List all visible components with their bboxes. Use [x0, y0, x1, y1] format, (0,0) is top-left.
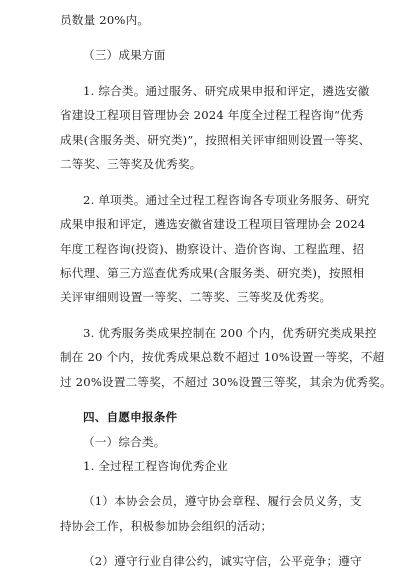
text-line: 1. 综合类。通过服务、研究成果申报和评定，遴选安徽 [83, 84, 370, 98]
text-line: 成果申报和评定，遴选安徽省建设工程项目管理协会 2024 [60, 217, 366, 231]
text-line: （2）遵守行业自律公约，诚实守信，公平竞争；遵守 [83, 554, 362, 568]
text-line: 省建设工程项目管理协会 2024 年度全过程工程咨询“优秀 [60, 108, 364, 122]
text-line: 年度工程咨询(投资)、勘察设计、造价咨询、工程监理、招 [60, 242, 365, 256]
text-line: 员数量 20%内。 [60, 13, 150, 27]
text-line: （1）本协会会员，遵守协会章程、履行会员义务，支 [83, 494, 362, 508]
text-line: 持协会工作，积极参加协会组织的活动； [60, 519, 273, 533]
text-line: 1. 全过程工程咨询优秀企业 [83, 459, 229, 473]
text-line: 过 20%设置二等奖，不超过 30%设置三等奖，其余为优秀奖。 [60, 375, 392, 389]
section-heading: （三）成果方面 [83, 48, 166, 62]
text-line: 标代理、第三方巡查优秀成果(含服务类、研究类)，按照相 [60, 266, 365, 280]
text-line: 关评审细则设置一等奖、二等奖、三等奖及优秀奖。 [60, 290, 332, 304]
section-heading: 四、自愿申报条件 [83, 410, 178, 424]
text-line: 二等奖、三等奖及优秀奖。 [60, 157, 202, 171]
text-line: 成果(含服务类、研究类)”，按照相关评审细则设置一等奖、 [60, 133, 371, 147]
text-line: 2. 单项类。通过全过程工程咨询各专项业务服务、研究 [83, 193, 370, 207]
subsection-heading: （一）综合类。 [83, 435, 166, 449]
text-line: 制在 20 个内，按优秀成果总数不超过 10%设置一等奖，不超 [60, 350, 385, 364]
text-line: 3. 优秀服务类成果控制在 200 个内，优秀研究类成果控 [83, 326, 377, 340]
